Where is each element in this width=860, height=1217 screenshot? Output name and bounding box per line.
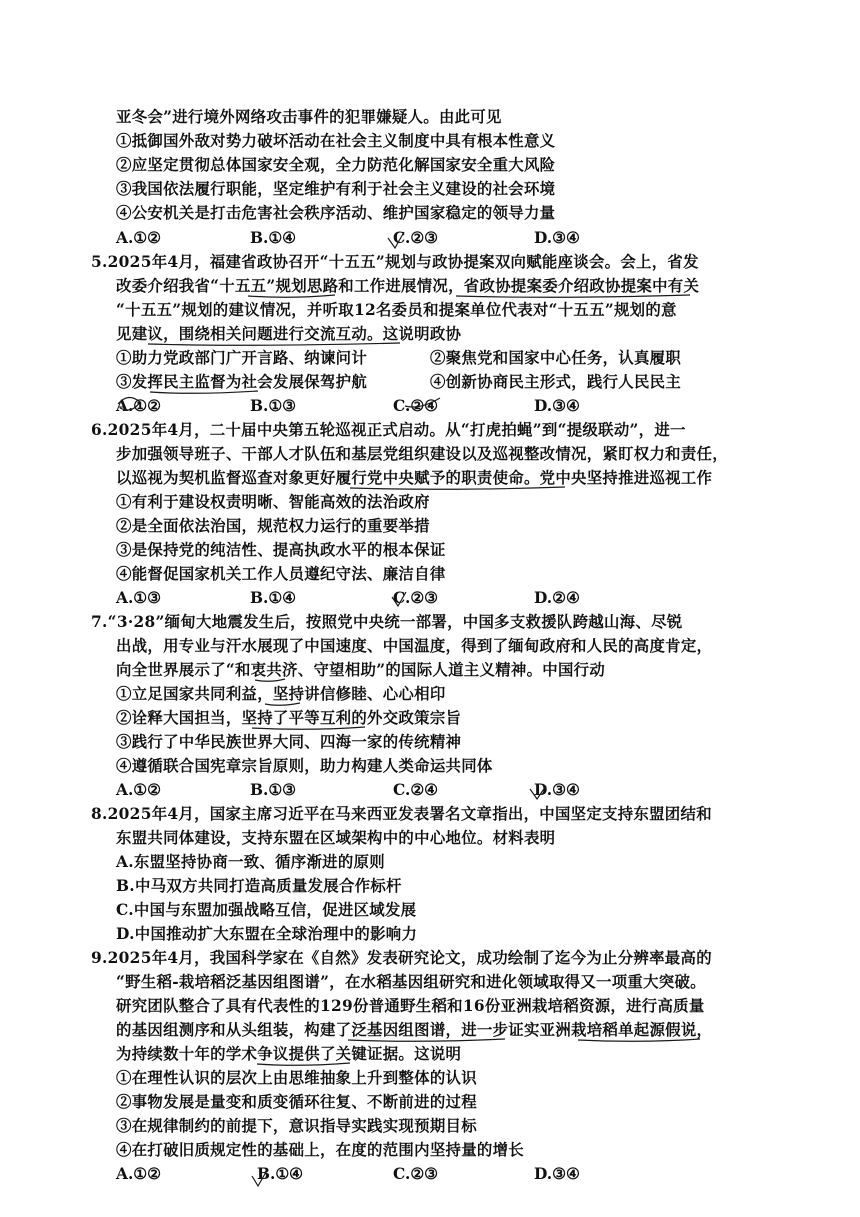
q7-item-1: ①立足国家共同利益，坚持讲信修睦、心心相印 xyxy=(116,685,446,703)
q8-option-b: B.中马双方共同打造高质量发展合作标杆 xyxy=(116,877,402,895)
q6-option-b: B.①④ xyxy=(250,589,296,607)
q5-stem-line-2: 改委介绍我省“十五五”规划思路和工作进展情况，省政协提案委介绍政协提案中有关 xyxy=(116,277,700,295)
q5-option-b: B.①③ xyxy=(250,397,296,415)
q9-stem-line-2: “野生稻-栽培稻泛基因组图谱”，在水稻基因组研究和进化领域取得又一项重大突破。 xyxy=(116,973,706,991)
q9-item-4: ④在打破旧质规定性的基础上，在度的范围内坚持量的增长 xyxy=(116,1141,524,1159)
q5-item-2: ②聚焦党和国家中心任务，认真履职 xyxy=(430,349,682,367)
q7-option-d: D.③④ xyxy=(534,781,580,799)
q9-option-c: C.②③ xyxy=(393,1165,438,1183)
q7-item-3: ③践行了中华民族世界大同、四海一家的传统精神 xyxy=(116,733,462,751)
q8-option-c: C.中国与东盟加强战略互信，促进区域发展 xyxy=(116,901,417,919)
q9-option-d: D.③④ xyxy=(534,1165,580,1183)
q6-stem-line-2: 步加强领导班子、干部人才队伍和基层党组织建设以及巡视整改情况，紧盯权力和责任， xyxy=(116,445,728,463)
q6-item-4: ④能督促国家机关工作人员遵纪守法、廉洁自律 xyxy=(116,565,446,583)
q7-option-c: C.②④ xyxy=(393,781,438,799)
q6-option-c: C.②③ xyxy=(393,589,438,607)
q7-item-4: ④遵循联合国宪章宗旨原则，助力构建人类命运共同体 xyxy=(116,757,493,775)
q5-stem-line-3: “十五五”规划的建议情况，并听取12名委员和提案单位代表对“十五五”规划的意 xyxy=(116,301,677,319)
q5-option-d: D.③④ xyxy=(534,397,580,415)
q7-stem-line-1: 7.“3·28”缅甸大地震发生后，按照党中央统一部署，中国多支救援队跨越山海、尽锐 xyxy=(91,613,683,631)
q6-option-d: D.②④ xyxy=(534,589,580,607)
q9-item-1: ①在理性认识的层次上由思维抽象上升到整体的认识 xyxy=(116,1069,477,1087)
q6-item-3: ③是保持党的纯洁性、提高执政水平的根本保证 xyxy=(116,541,446,559)
q9-item-2: ②事物发展是量变和质变循环往复、不断前进的过程 xyxy=(116,1093,477,1111)
q7-option-b: B.①③ xyxy=(250,781,296,799)
q5-stem-line-4: 见建议，围绕相关问题进行交流互动。这说明政协 xyxy=(116,325,462,343)
q4-option-c: C.②③ xyxy=(393,229,438,247)
q6-option-a: A.①③ xyxy=(116,589,161,607)
q4-item-2: ②应坚定贯彻总体国家安全观，全力防范化解国家安全重大风险 xyxy=(116,156,556,174)
q5-item-3: ③发挥民主监督为社会发展保驾护航 xyxy=(116,373,368,391)
q6-item-2: ②是全面依法治国，规范权力运行的重要举措 xyxy=(116,517,430,535)
q4-option-d: D.③④ xyxy=(534,229,580,247)
q7-item-2: ②诠释大国担当，坚持了平等互利的外交政策宗旨 xyxy=(116,709,462,727)
q5-option-c: C.②④ xyxy=(393,397,438,415)
q5-option-a: A.①② xyxy=(116,397,161,415)
q4-item-3: ③我国依法履行职能，坚定维护有利于社会主义建设的社会环境 xyxy=(116,180,556,198)
q4-item-4: ④公安机关是打击危害社会秩序活动、维护国家稳定的领导力量 xyxy=(116,204,556,222)
q5-item-4: ④创新协商民主形式，践行人民民主 xyxy=(430,373,682,391)
q9-stem-line-3: 研究团队整合了具有代表性的129份普通野生稻和16份亚洲栽培稻资源，进行高质量 xyxy=(116,997,705,1015)
q8-stem-line-1: 8.2025年4月，国家主席习近平在马来西亚发表署名文章指出，中国坚定支持东盟团结和 xyxy=(91,805,712,823)
q9-option-b: B.①④ xyxy=(257,1165,303,1183)
q9-option-a: A.①② xyxy=(116,1165,161,1183)
q9-item-3: ③在规律制约的前提下，意识指导实践实现预期目标 xyxy=(116,1117,477,1135)
q4-option-a: A.①② xyxy=(116,229,161,247)
q9-stem-line-4: 的基因组测序和从头组装，构建了泛基因组图谱，进一步证实亚洲栽培稻单起源假说， xyxy=(116,1021,713,1039)
q9-stem-line-1: 9.2025年4月，我国科学家在《自然》发表研究论文，成功绘制了迄今为止分辨率最高的 xyxy=(91,949,712,967)
q6-stem-line-1: 6.2025年4月，二十届中央第五轮巡视正式启动。从“打虎拍蝇”到“提级联动”，进一 xyxy=(91,421,686,439)
q7-stem-line-3: 向全世界展示了“和衷共济、守望相助”的国际人道主义精神。中国行动 xyxy=(116,661,606,679)
q7-option-a: A.①② xyxy=(116,781,161,799)
q4-option-b: B.①④ xyxy=(250,229,296,247)
q8-option-a: A.东盟坚持协商一致、循序渐进的原则 xyxy=(116,853,385,871)
q5-stem-line-1: 5.2025年4月，福建省政协召开“十五五”规划与政协提案双向赋能座谈会。会上，省发 xyxy=(91,253,699,271)
q4-stem-end: 亚冬会”进行境外网络攻击事件的犯罪嫌疑人。由此可见 xyxy=(116,108,502,126)
q9-stem-line-5: 为持续数十年的学术争议提供了关键证据。这说明 xyxy=(116,1045,462,1063)
q5-item-1: ①助力党政部门广开言路、纳谏问计 xyxy=(116,349,368,367)
q7-stem-line-2: 出战，用专业与汗水展现了中国速度、中国温度，得到了缅甸政府和人民的高度肯定， xyxy=(116,637,713,655)
q8-stem-line-2: 东盟共同体建设，支持东盟在区域架构中的中心地位。材料表明 xyxy=(116,829,556,847)
q6-stem-line-3: 以巡视为契机监督巡查对象更好履行党中央赋予的职责使命。党中央坚持推进巡视工作 xyxy=(116,469,713,487)
q6-item-1: ①有利于建设权责明晰、智能高效的法治政府 xyxy=(116,493,430,511)
q8-option-d: D.中国推动扩大东盟在全球治理中的影响力 xyxy=(116,925,418,943)
q4-item-1: ①抵御国外敌对势力破坏活动在社会主义制度中具有根本性意义 xyxy=(116,132,556,150)
